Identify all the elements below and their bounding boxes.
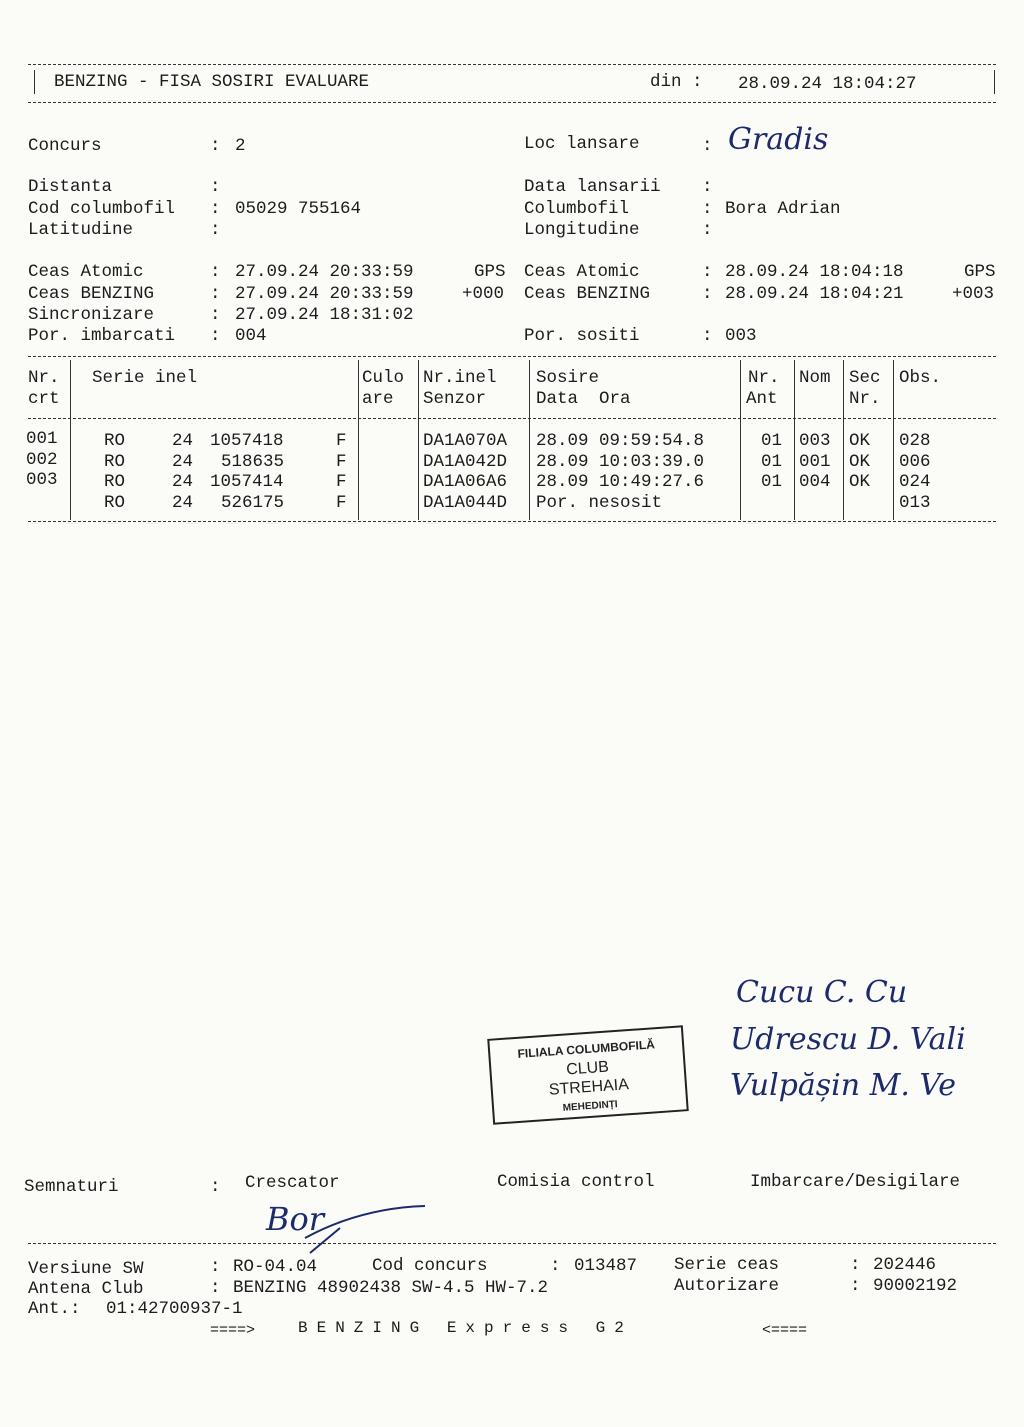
header-right-border: [994, 70, 995, 94]
table-row-ant: 01: [761, 431, 783, 451]
table-row-nr: 003: [26, 470, 58, 490]
table-row-obs: 006: [899, 452, 931, 472]
latitudine-colon: :: [210, 220, 221, 240]
concurs-label: Concurs: [28, 136, 102, 156]
distanta-colon: :: [210, 177, 221, 197]
stamp-line: MEHEDINȚI: [562, 1099, 619, 1114]
table-row-sec: OK: [849, 452, 871, 472]
col-header-are: are: [362, 389, 394, 409]
table-row-obs: 013: [899, 493, 931, 513]
table-row-nom: 004: [799, 472, 831, 492]
comisia-label: Comisia control: [497, 1172, 655, 1192]
brand-name: BENZING Express G2: [298, 1319, 633, 1337]
col-header-serie-inel: Serie inel: [92, 368, 198, 388]
stamp-line: STREHAIA: [548, 1076, 630, 1099]
table-row-tara: RO: [104, 472, 126, 492]
semnaturi-label: Semnaturi: [24, 1177, 119, 1197]
antena-value: BENZING 48902438 SW-4.5 HW-7.2: [233, 1278, 549, 1298]
ceas-atomic-right-label: Ceas Atomic: [524, 262, 640, 282]
cod-columbofil-label: Cod columbofil: [28, 199, 176, 219]
table-row-an: 24: [172, 493, 194, 513]
table-divider: [358, 360, 359, 520]
table-row-tara: RO: [104, 452, 126, 472]
por-imbarcati-value: 004: [235, 326, 267, 346]
semnaturi-colon: :: [210, 1177, 221, 1197]
table-row-senzor: DA1A070A: [423, 431, 508, 451]
club-stamp: [487, 1025, 689, 1124]
header-top-border: [28, 64, 996, 65]
cod-columbofil-colon: :: [210, 199, 221, 219]
stamp-line: FILIALA COLUMBOFILĂ: [517, 1037, 656, 1061]
table-row-senzor: DA1A06A6: [423, 472, 508, 492]
columbofil-value: Bora Adrian: [725, 199, 841, 219]
crescator-signature: Bor: [266, 1200, 325, 1238]
ant-value: 01:42700937-1: [106, 1299, 243, 1319]
ant-label: Ant.:: [28, 1299, 81, 1319]
table-divider: [843, 360, 844, 520]
table-row-sex: F: [336, 431, 347, 451]
col-header-nr: Nr.: [28, 368, 60, 388]
col-header-nr-inel: Nr.inel: [423, 368, 497, 388]
sincronizare-label: Sincronizare: [28, 305, 155, 325]
ceas-atomic-right-value: 28.09.24 18:04:18: [725, 262, 904, 282]
columbofil-colon: :: [702, 199, 713, 219]
table-row-sex: F: [336, 472, 347, 492]
col-header-crt: crt: [28, 389, 60, 409]
col-header-senzor: Senzor: [423, 389, 487, 409]
commission-signature: Cucu C. Cu: [736, 975, 908, 1010]
table-row-inel: 1057414: [210, 472, 284, 492]
din-value: 28.09.24 18:04:27: [738, 74, 917, 94]
crescator-label: Crescator: [245, 1173, 340, 1193]
data-lansarii-colon: :: [702, 177, 713, 197]
col-header-nom: Nom: [799, 368, 831, 388]
footer-colon: :: [850, 1276, 861, 1296]
versiune-label: Versiune SW: [28, 1259, 144, 1279]
ceas-atomic-left-suffix: GPS: [474, 262, 506, 282]
imbarcare-label: Imbarcare/Desigilare: [750, 1172, 961, 1192]
table-row-an: 24: [172, 431, 194, 451]
col-header-obs: Obs.: [899, 368, 942, 388]
table-row-an: 24: [172, 472, 194, 492]
col-header-data-ora: Data Ora: [536, 389, 631, 409]
serie-ceas-value: 202446: [873, 1255, 937, 1275]
table-row-nr: 002: [26, 450, 58, 470]
table-row-sosire: 28.09 10:03:39.0: [536, 452, 705, 472]
brand-arrow-left: ====>: [210, 1322, 256, 1339]
table-row-inel: 1057418: [210, 431, 284, 451]
table-row-ant: 01: [761, 472, 783, 492]
ceas-benzing-right-value: 28.09.24 18:04:21: [725, 284, 904, 304]
clock-colon: :: [702, 262, 713, 282]
table-row-sosire: 28.09 09:59:54.8: [536, 431, 705, 451]
col-header-sec: Sec: [849, 368, 881, 388]
brand-arrow-right: <====: [762, 1322, 808, 1339]
cod-concurs-value: 013487: [574, 1256, 638, 1276]
din-label: din :: [650, 72, 703, 92]
table-row-tara: RO: [104, 493, 126, 513]
antena-label: Antena Club: [28, 1279, 144, 1299]
cod-concurs-label: Cod concurs: [372, 1256, 488, 1276]
table-row-inel: 526175: [221, 493, 285, 513]
autorizare-label: Autorizare: [674, 1276, 780, 1296]
table-bottom-border: [28, 521, 996, 522]
table-row-senzor: DA1A042D: [423, 452, 508, 472]
ceas-benzing-right-label: Ceas BENZING: [524, 284, 651, 304]
ceas-atomic-right-suffix: GPS: [964, 262, 996, 282]
table-row-an: 24: [172, 452, 194, 472]
table-row-sex: F: [336, 493, 347, 513]
table-row-sosire: Por. nesosit: [536, 493, 663, 513]
loc-lansare-handwritten: Gradis: [728, 122, 829, 157]
footer-colon: :: [550, 1256, 561, 1276]
ceas-benzing-right-suffix: +003: [952, 284, 995, 304]
por-sositi-value: 003: [725, 326, 757, 346]
ceas-atomic-left-value: 27.09.24 20:33:59: [235, 262, 414, 282]
stamp-line: CLUB: [565, 1058, 610, 1079]
longitudine-label: Longitudine: [524, 220, 640, 240]
ceas-benzing-left-label: Ceas BENZING: [28, 284, 155, 304]
footer-colon: :: [850, 1255, 861, 1275]
ceas-benzing-left-value: 27.09.24 20:33:59: [235, 284, 414, 304]
table-row-obs: 028: [899, 431, 931, 451]
commission-signature: Vulpășin M. Ve: [730, 1068, 957, 1103]
loc-lansare-colon: :: [702, 136, 713, 156]
table-row-obs: 024: [899, 472, 931, 492]
table-divider: [893, 360, 894, 520]
data-lansarii-label: Data lansarii: [524, 177, 661, 197]
footer-top-border: [28, 1243, 996, 1244]
table-header-border: [28, 418, 996, 419]
clock-colon: :: [210, 284, 221, 304]
table-row-nr: 001: [26, 429, 58, 449]
commission-signature: Udrescu D. Vali: [730, 1022, 966, 1057]
col-header-culo: Culo: [362, 368, 405, 388]
concurs-value: 2: [235, 136, 246, 156]
longitudine-colon: :: [702, 220, 713, 240]
table-row-sec: OK: [849, 431, 871, 451]
table-row-nom: 001: [799, 452, 831, 472]
ceas-benzing-left-suffix: +000: [462, 284, 505, 304]
col-header-nr-ant: Nr.: [748, 368, 780, 388]
signature-stroke: [300, 1198, 430, 1258]
table-top-border: [28, 356, 996, 357]
cod-columbofil-value: 05029 755164: [235, 199, 362, 219]
serie-ceas-label: Serie ceas: [674, 1255, 780, 1275]
document-title: BENZING - FISA SOSIRI EVALUARE: [54, 72, 370, 92]
clock-colon: :: [702, 326, 713, 346]
col-header-sec-nr: Nr.: [849, 389, 881, 409]
footer-colon: :: [210, 1278, 221, 1298]
table-divider: [740, 360, 741, 520]
distanta-label: Distanta: [28, 177, 113, 197]
table-row-tara: RO: [104, 431, 126, 451]
header-bottom-border: [28, 102, 996, 103]
columbofil-label: Columbofil: [524, 199, 630, 219]
ceas-atomic-left-label: Ceas Atomic: [28, 262, 144, 282]
table-divider: [529, 360, 530, 520]
clock-colon: :: [702, 284, 713, 304]
clock-colon: :: [210, 305, 221, 325]
table-row-senzor: DA1A044D: [423, 493, 508, 513]
concurs-colon: :: [210, 136, 221, 156]
table-divider: [418, 360, 419, 520]
col-header-ant: Ant: [746, 389, 778, 409]
clock-colon: :: [210, 326, 221, 346]
versiune-value: RO-04.04: [233, 1257, 318, 1277]
table-row-inel: 518635: [221, 452, 285, 472]
latitudine-label: Latitudine: [28, 220, 134, 240]
table-row-sec: OK: [849, 472, 871, 492]
sincronizare-value: 27.09.24 18:31:02: [235, 305, 414, 325]
col-header-sosire: Sosire: [536, 368, 600, 388]
loc-lansare-label: Loc lansare: [524, 134, 640, 154]
table-row-sosire: 28.09 10:49:27.6: [536, 472, 705, 492]
clock-colon: :: [210, 262, 221, 282]
por-imbarcati-label: Por. imbarcati: [28, 326, 176, 346]
autorizare-value: 90002192: [873, 1276, 958, 1296]
table-row-sex: F: [336, 452, 347, 472]
footer-colon: :: [210, 1257, 221, 1277]
table-row-ant: 01: [761, 452, 783, 472]
header-left-border: [34, 70, 35, 94]
table-divider: [794, 360, 795, 520]
por-sositi-label: Por. sositi: [524, 326, 640, 346]
table-divider: [70, 360, 71, 520]
table-row-nom: 003: [799, 431, 831, 451]
